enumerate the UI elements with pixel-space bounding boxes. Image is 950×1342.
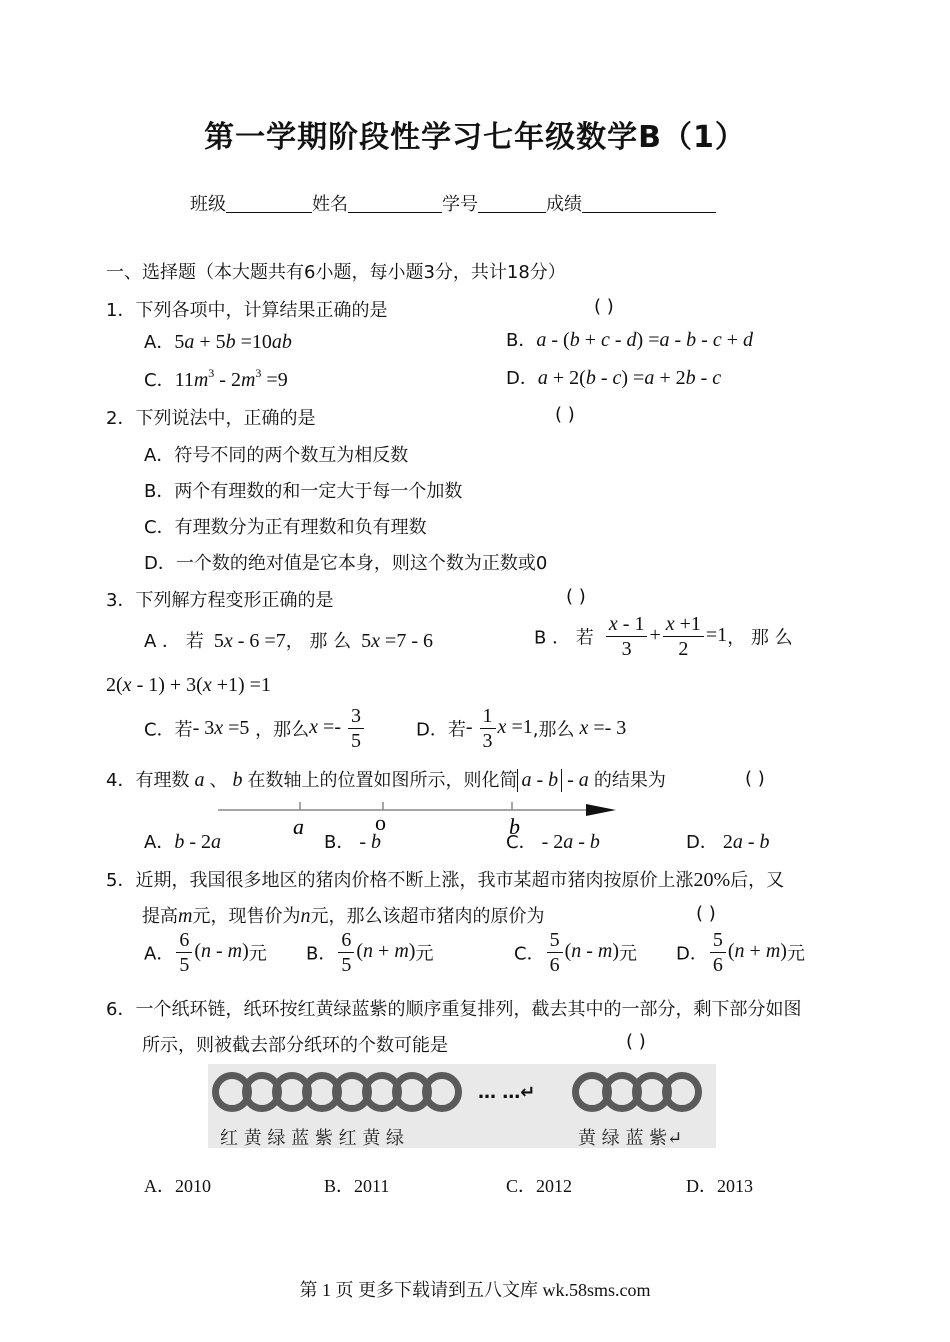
q3-a-result: 5x =7 - 6 <box>351 630 433 652</box>
q4-answer-paren[interactable]: ( ) <box>745 768 765 789</box>
q5-option-c: C． $\frac{5}{6}$ (n - m)元 <box>514 929 638 976</box>
q2-option-d: D．一个数的绝对值是它本身，则这个数为正数或0 <box>144 553 548 574</box>
q5-line2: 提高m元，现售价为n元，那么该超市猪肉的原价为 <box>142 905 545 927</box>
q6-option-a: A．2010 <box>144 1176 211 1196</box>
ring <box>422 1072 462 1112</box>
q3-option-c: C．若- 3x =5 ，那么x =- $\frac{3}{5}$ <box>144 704 366 753</box>
q3-b-result: 2(x - 1) + 3(x +1) =1 <box>106 674 271 696</box>
q6-option-b: B．2011 <box>324 1176 390 1196</box>
q6-line1: 6．一个纸环链，纸环按红黄绿蓝紫的顺序重复排列，截去其中的一部分，剩下部分如图 <box>106 999 802 1020</box>
q3-d-expr: - $\frac{1}{3}$ x =1 <box>465 705 533 752</box>
q3-answer-paren[interactable]: ( ) <box>566 586 586 607</box>
q1-option-d: D．a + 2(b - c) =a + 2b - c <box>506 367 722 389</box>
q1-d-expr: a + 2(b - c) =a + 2b - c <box>537 367 722 389</box>
chain-right-labels: 黄 绿 蓝 紫↵ <box>578 1128 683 1149</box>
section-heading: 一、选择题（本大题共有6小题，每小题3分，共计18分） <box>106 262 566 283</box>
q5-option-b: B． $\frac{6}{5}$ (n + m)元 <box>306 929 434 976</box>
q5-option-d: D． $\frac{5}{6}$ (n + m)元 <box>676 929 805 976</box>
q1-option-c: C．$11m^3 - 2m^3 =9$ <box>144 366 288 391</box>
number-label: 学号 <box>442 194 478 215</box>
q1-c-expr: $11m^3 - 2m^3 =9$ <box>174 366 288 391</box>
paper-chain-figure <box>208 1064 716 1148</box>
q4-abs-expr: a - b - a <box>517 769 588 791</box>
q6-answer-paren[interactable]: ( ) <box>626 1031 646 1052</box>
q1-stem: 1．下列各项中，计算结果正确的是 <box>106 300 388 321</box>
q1-option-b: B．a - (b + c - d) =a - b - c + d <box>506 329 753 351</box>
q3-option-b: B ． 若 $\frac{x - 1}{3}$ + $\frac{x +1}{2}$ =1， 那 么 <box>534 613 793 660</box>
number-blank[interactable] <box>478 194 546 213</box>
q4-stem: 4．有理数 a 、 b 在数轴上的位置如图所示，则化简 a - b - a 的结果为 <box>106 769 666 791</box>
q4-option-a: A．b - 2a <box>144 831 221 853</box>
page-title: 第一学期阶段性学习七年级数学B（1） <box>204 120 746 155</box>
q2-stem: 2．下列说法中，正确的是 <box>106 408 316 429</box>
score-label: 成绩 <box>546 194 582 215</box>
score-blank[interactable] <box>582 194 716 213</box>
q5-option-a: A． $\frac{6}{5}$ (n - m)元 <box>144 929 267 976</box>
q4-option-b: B． - b <box>324 831 382 853</box>
q3-option-a: A ． 若 5x - 6 =7， 那 么 5x =7 - 6 <box>144 630 433 652</box>
q3-c-expr: - 3x =5 <box>192 717 250 739</box>
class-blank[interactable] <box>226 194 312 213</box>
q4-option-c: C． - 2a - b <box>506 831 600 853</box>
name-label: 姓名 <box>312 194 348 215</box>
q3-a-expr: 5x - 6 =7 <box>208 630 286 652</box>
ring <box>662 1072 702 1112</box>
name-blank[interactable] <box>348 194 442 213</box>
chain-ellipsis: … …↵ <box>478 1082 536 1103</box>
class-label: 班级 <box>190 194 226 215</box>
q2-answer-paren[interactable]: ( ) <box>555 404 575 425</box>
q5-line1: 5．近期，我国很多地区的猪肉价格不断上涨，我市某超市猪肉按原价上涨20%后，又 <box>106 869 785 891</box>
label-a: a <box>293 814 304 839</box>
axis-arrow <box>586 804 616 816</box>
student-info-line <box>190 190 716 216</box>
q1-b-expr: a - (b + c - d) =a - b - c + d <box>536 329 753 351</box>
q2-option-b: B．两个有理数的和一定大于每一个加数 <box>144 481 463 502</box>
q3-c-result: x =- $\frac{3}{5}$ <box>309 716 366 738</box>
q3-d-result: x =- 3 <box>579 717 627 739</box>
q2-option-a: A．符号不同的两个数互为相反数 <box>144 445 409 466</box>
q2-option-c: C．有理数分为正有理数和负有理数 <box>144 517 427 538</box>
label-o: o <box>375 810 386 835</box>
page-footer: 第 1 页 更多下载请到五八文库 wk.58sms.com <box>299 1280 651 1300</box>
q1-a-expr: 5a + 5b =10ab <box>174 331 292 353</box>
q3-stem: 3．下列解方程变形正确的是 <box>106 590 334 611</box>
q1-option-a: A．5a + 5b =10ab <box>144 331 292 353</box>
q3-b-expr: $\frac{x - 1}{3}$ + $\frac{x +1}{2}$ =1 <box>599 624 727 646</box>
q1-answer-paren[interactable]: ( ) <box>594 296 614 317</box>
q6-option-c: C．2012 <box>506 1176 573 1196</box>
q5-answer-paren[interactable]: ( ) <box>696 903 716 924</box>
q6-option-d: D．2013 <box>686 1176 753 1196</box>
chain-left-labels: 红 黄 绿 蓝 紫 红 黄 绿 <box>220 1128 405 1149</box>
q6-line2: 所示，则被截去部分纸环的个数可能是 <box>142 1035 448 1056</box>
q4-option-d: D． 2a - b <box>686 831 770 853</box>
label-b: b <box>509 814 520 839</box>
q3-option-d: D．若- $\frac{1}{3}$ x =1,那么 x =- 3 <box>416 705 627 752</box>
